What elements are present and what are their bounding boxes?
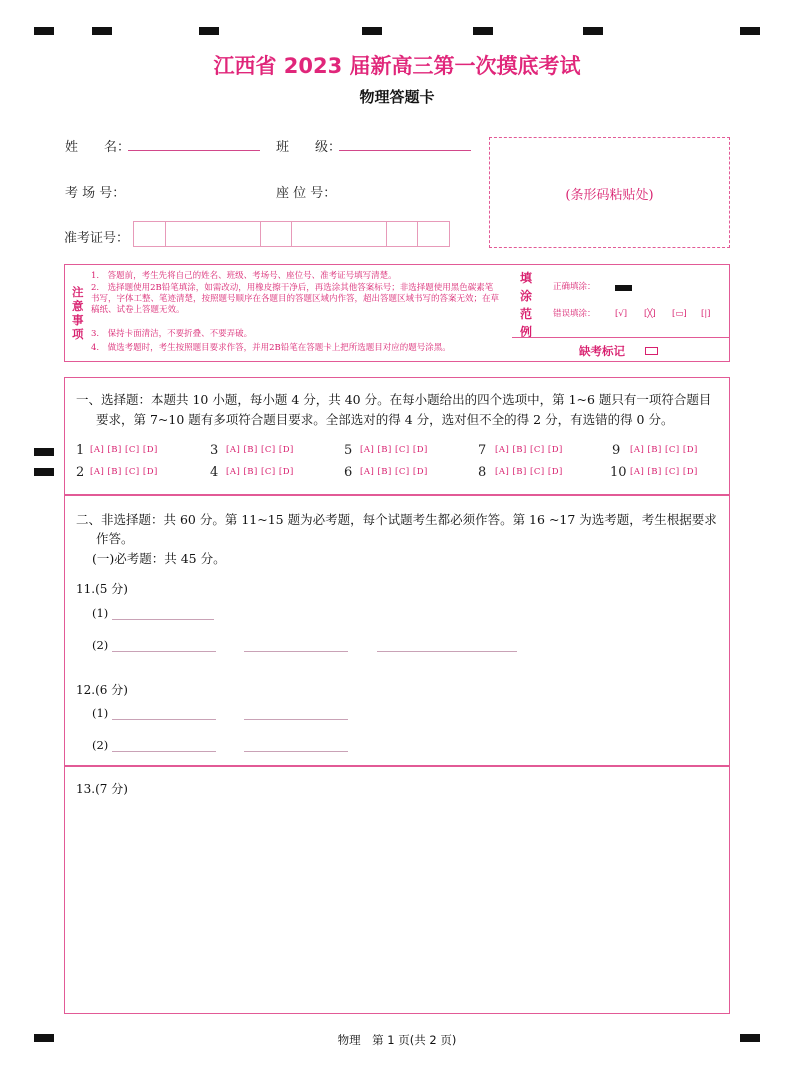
- note-item: 1. 答题前，考生先将自己的姓名、班级、考场号、座位号、准考证号填写清楚。: [91, 271, 397, 281]
- answer-line[interactable]: [112, 751, 216, 752]
- absent-label: 缺考标记: [579, 344, 625, 358]
- nonchoice-instruction: 作答。: [96, 531, 134, 546]
- question-number: 1: [76, 443, 85, 458]
- answer-line[interactable]: [112, 651, 216, 652]
- answer-options[interactable]: [A] [B] [C] [D]: [630, 445, 698, 455]
- answer-line[interactable]: [112, 619, 214, 620]
- subquestion-label: (1): [92, 706, 109, 720]
- name-field[interactable]: [128, 150, 260, 151]
- required-label: (一)必考题：共 45 分。: [92, 551, 226, 566]
- answer-line[interactable]: [244, 719, 348, 720]
- question-number: 4: [210, 465, 219, 480]
- notes-box: [64, 264, 730, 362]
- notes-heading: 注意事项: [72, 285, 84, 341]
- barcode-label: (条形码粘贴处): [565, 188, 654, 203]
- ticket-label: 准考证号：: [64, 231, 130, 246]
- nonchoice-instruction: 二、非选择题：共 60 分。第 11~15 题为必考题，每个试题考生都必须作答。第 16 ~17 为选考题，考生根据要求: [76, 512, 717, 527]
- registration-mark: [199, 27, 219, 35]
- wrong-fill-example: [▭]: [672, 309, 687, 319]
- answer-options[interactable]: [A] [B] [C] [D]: [90, 467, 158, 477]
- correct-fill-mark: [615, 285, 632, 291]
- wrong-fill-example: [╳]: [644, 309, 656, 319]
- registration-mark: [583, 27, 603, 35]
- answer-line[interactable]: [244, 751, 348, 752]
- question-number: 6: [344, 465, 353, 480]
- class-field[interactable]: [339, 150, 471, 151]
- answer-line[interactable]: [377, 651, 517, 652]
- question-number: 5: [344, 443, 353, 458]
- correct-fill-label: 正确填涂：: [553, 282, 596, 292]
- registration-mark: [34, 468, 54, 476]
- registration-mark: [362, 27, 382, 35]
- seat-label: 座 位 号：: [276, 186, 337, 201]
- question-number: 10: [610, 465, 627, 480]
- page-footer: 物理 第 1 页(共 2 页): [337, 1033, 457, 1047]
- question-number: 9: [612, 443, 621, 458]
- question-number: 2: [76, 465, 85, 480]
- subquestion-label: (2): [92, 638, 109, 652]
- registration-mark: [473, 27, 493, 35]
- question-number: 3: [210, 443, 219, 458]
- answer-options[interactable]: [A] [B] [C] [D]: [360, 467, 428, 477]
- answer-options[interactable]: [A] [B] [C] [D]: [630, 467, 698, 477]
- fill-example-divider: [512, 337, 729, 338]
- note-item: 4. 做选考题时，考生按照题目要求作答，并用2B铅笔在答题卡上把所选题目对应的题号涂黑。: [91, 343, 451, 353]
- choice-instruction: 一、选择题：本题共 10 小题，每小题 4 分，共 40 分。在每小题给出的四个选项中，第 1~6 题只有一项符合题目: [76, 392, 712, 407]
- answer-options[interactable]: [A] [B] [C] [D]: [495, 467, 563, 477]
- subquestion-label: (1): [92, 606, 109, 620]
- barcode-area: [489, 137, 730, 248]
- registration-mark: [740, 27, 760, 35]
- choice-instruction: 要求，第 7~10 题有多项符合题目要求。全部选对的得 4 分，选对但不全的得 2 分，有选错的得 0 分。: [96, 412, 674, 427]
- exam-room-label: 考 场 号：: [65, 186, 126, 201]
- subquestion-label: (2): [92, 738, 109, 752]
- question-number: 8: [478, 465, 487, 480]
- answer-options[interactable]: [A] [B] [C] [D]: [226, 467, 294, 477]
- question-13-area[interactable]: [64, 766, 730, 1014]
- answer-options[interactable]: [A] [B] [C] [D]: [226, 445, 294, 455]
- question-13-label: 13.(7 分): [76, 782, 128, 796]
- registration-mark: [34, 27, 54, 35]
- registration-mark: [92, 27, 112, 35]
- question-12-label: 12.(6 分): [76, 683, 128, 697]
- wrong-fill-label: 错误填涂：: [553, 309, 596, 319]
- question-number: 7: [478, 443, 487, 458]
- note-item: 2. 选择题使用2B铅笔填涂，如需改动，用橡皮擦干净后，再选涂其他答案标号；非选择题使用黑色碳素笔书写，字体工整、笔迹清楚，按照题号顺序在各题目的答题区域内作答，超出答题区域书写的答案无效；在草稿纸、试卷上答题无效。: [91, 283, 500, 315]
- wrong-fill-example: [|]: [701, 309, 711, 319]
- nonchoice-section: [64, 495, 730, 766]
- ticket-number-field[interactable]: [133, 221, 450, 247]
- absent-checkbox[interactable]: [645, 347, 658, 355]
- wrong-fill-example: [√]: [615, 309, 628, 319]
- answer-options[interactable]: [A] [B] [C] [D]: [495, 445, 563, 455]
- answer-line[interactable]: [112, 719, 216, 720]
- page-subtitle: 物理答题卡: [359, 88, 435, 106]
- answer-line[interactable]: [244, 651, 348, 652]
- name-label: 姓 名：: [65, 140, 131, 155]
- class-label: 班 级：: [276, 140, 342, 155]
- answer-options[interactable]: [A] [B] [C] [D]: [90, 445, 158, 455]
- answer-options[interactable]: [A] [B] [C] [D]: [360, 445, 428, 455]
- registration-mark: [34, 448, 54, 456]
- question-11-label: 11.(5 分): [76, 582, 128, 596]
- fill-example-heading: 填涂范例: [520, 271, 533, 339]
- note-item: 3. 保持卡面清洁，不要折叠、不要弄破。: [91, 329, 253, 339]
- page-title: 江西省 2023 届新高三第一次摸底考试: [213, 54, 581, 78]
